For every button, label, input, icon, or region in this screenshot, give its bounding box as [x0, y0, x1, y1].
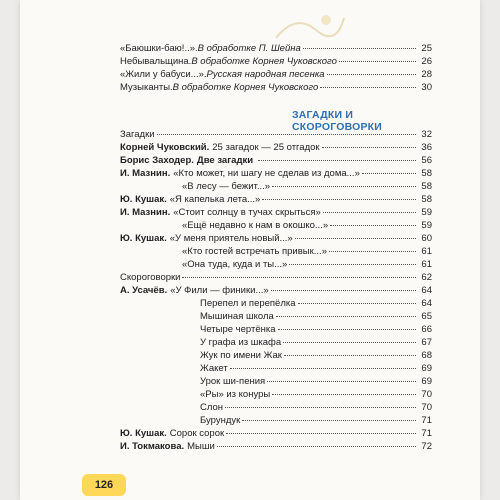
- entry-title: Две загадки: [196, 155, 254, 166]
- entry-title: «Она туда, куда и ты...»: [182, 259, 288, 270]
- leader-dots: [230, 360, 416, 369]
- leader-dots: [330, 217, 416, 226]
- leader-dots: [258, 152, 416, 161]
- entry-note: В обработке Корнея Чуковского: [172, 82, 319, 93]
- entry-page: 60: [421, 233, 432, 244]
- entry-page: 67: [421, 337, 432, 348]
- entry-note: В обработке П. Шейна: [197, 43, 301, 54]
- entry-page: 68: [421, 350, 432, 361]
- leader-dots: [303, 40, 416, 49]
- entry-title: Небывальщина.: [120, 56, 192, 67]
- entry-page: 64: [421, 285, 432, 296]
- section-heading: ЗАГАДКИ И СКОРОГОВОРКИ: [292, 109, 383, 133]
- entry-title: Четыре чертёнка: [200, 324, 276, 335]
- entry-title: Сорок сорок: [169, 428, 225, 439]
- entry-title: Скороговорки: [120, 272, 181, 283]
- entry-note: В обработке Корнея Чуковского: [191, 56, 337, 67]
- entry-title: «У меня приятель новый...»: [169, 233, 293, 244]
- leader-dots: [157, 126, 416, 135]
- entry-page: 26: [421, 56, 432, 67]
- leader-dots: [327, 66, 416, 75]
- entry-page: 71: [421, 428, 432, 439]
- entry-title: Перепел и перепёлка: [200, 298, 296, 309]
- entry-page: 32: [421, 129, 432, 140]
- entry-title: Урок ши-пения: [200, 376, 266, 387]
- entry-author: Ю. Кушак.: [120, 194, 167, 205]
- entry-author: И. Мазнин.: [120, 168, 171, 179]
- leader-dots: [362, 165, 416, 174]
- leader-dots: [225, 399, 416, 408]
- entry-author: И. Токмакова.: [120, 441, 185, 452]
- leader-dots: [272, 386, 416, 395]
- entry-title: «Стоит солнцу в тучах скрыться»: [173, 207, 321, 218]
- entry-note: Русская народная песенка: [206, 69, 325, 80]
- entry-title: Жук по имени Жак: [200, 350, 282, 361]
- entry-page: 59: [421, 207, 432, 218]
- entry-title: Загадки: [120, 129, 155, 140]
- entry-page: 25: [421, 43, 432, 54]
- leader-dots: [295, 230, 416, 239]
- entry-title: Жакет: [200, 363, 228, 374]
- leader-dots: [289, 256, 416, 265]
- leader-dots: [276, 308, 416, 317]
- entry-title: «Кто может, ни шагу не сделав из дома...»: [173, 168, 360, 179]
- leader-dots: [182, 269, 416, 278]
- entry-title: Бурундук: [200, 415, 241, 426]
- entry-page: 56: [421, 155, 432, 166]
- toc-entry: [120, 440, 432, 452]
- entry-page: 59: [421, 220, 432, 231]
- entry-title: Слон: [200, 402, 224, 413]
- leader-dots: [262, 191, 416, 200]
- leader-dots: [322, 139, 416, 148]
- entry-title: «В лесу — бежит...»: [182, 181, 271, 192]
- entry-title: Мыши: [187, 441, 215, 452]
- entry-title: «Ещё недавно к нам в окошко...»: [182, 220, 329, 231]
- entry-title: Мышиная школа: [200, 311, 274, 322]
- entry-page: 71: [421, 415, 432, 426]
- entry-page: 72: [421, 441, 432, 452]
- entry-title: «Кто гостей встречать привык...»: [182, 246, 327, 257]
- entry-author: Ю. Кушак.: [120, 233, 167, 244]
- leader-dots: [323, 204, 416, 213]
- entry-author: Ю. Кушак.: [120, 428, 167, 439]
- entry-page: 65: [421, 311, 432, 322]
- entry-page: 28: [421, 69, 432, 80]
- entry-page: 70: [421, 389, 432, 400]
- entry-page: 58: [421, 181, 432, 192]
- entry-title: «Я капелька лета...»: [169, 194, 261, 205]
- entry-page: 61: [421, 259, 432, 270]
- leader-dots: [284, 347, 416, 356]
- entry-author: Борис Заходер.: [120, 155, 194, 166]
- entry-page: 30: [421, 82, 432, 93]
- leader-dots: [320, 79, 416, 88]
- entry-author: Корней Чуковский.: [120, 142, 210, 153]
- leader-dots: [329, 243, 416, 252]
- entry-title: «Баюшки-баю!..».: [120, 43, 198, 54]
- entry-title: «Ры» из конуры: [200, 389, 271, 400]
- entry-page: 66: [421, 324, 432, 335]
- entry-page: 58: [421, 168, 432, 179]
- entry-page: 36: [421, 142, 432, 153]
- entry-page: 69: [421, 376, 432, 387]
- leader-dots: [278, 321, 416, 330]
- entry-title: У графа из шкафа: [200, 337, 282, 348]
- leader-dots: [217, 438, 416, 447]
- page-number-badge: 126: [82, 474, 126, 496]
- leader-dots: [267, 373, 416, 382]
- leader-dots: [226, 425, 416, 434]
- leader-dots: [339, 53, 416, 62]
- entry-page: 62: [421, 272, 432, 283]
- entry-title: «Жили у бабуси...».: [120, 69, 207, 80]
- entry-page: 64: [421, 298, 432, 309]
- leader-dots: [283, 334, 416, 343]
- entry-page: 58: [421, 194, 432, 205]
- book-page: [20, 0, 480, 500]
- entry-page: 61: [421, 246, 432, 257]
- entry-title: Музыканты.: [120, 82, 173, 93]
- leader-dots: [272, 178, 416, 187]
- entry-author: И. Мазнин.: [120, 207, 171, 218]
- entry-author: А. Усачёв.: [120, 285, 168, 296]
- leader-dots: [298, 295, 416, 304]
- toc-entry: [120, 81, 432, 93]
- entry-title: «У Фили — финики...»: [170, 285, 269, 296]
- entry-page: 69: [421, 363, 432, 374]
- leader-dots: [271, 282, 416, 291]
- entry-page: 70: [421, 402, 432, 413]
- entry-title: 25 загадок — 25 отгадок: [212, 142, 320, 153]
- leader-dots: [242, 412, 416, 421]
